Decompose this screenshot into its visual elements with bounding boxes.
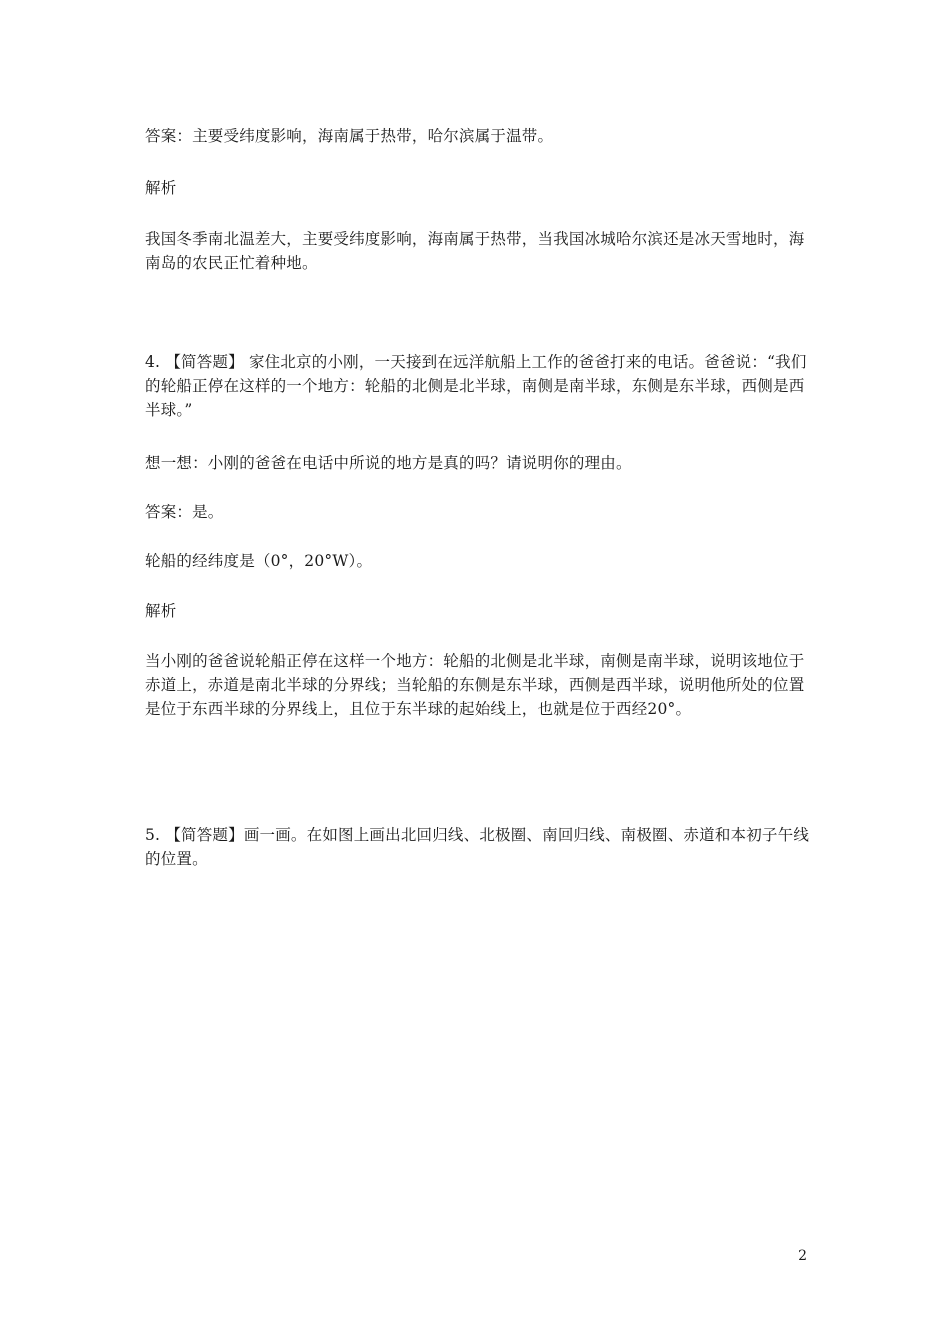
page-number: 2 bbox=[798, 1248, 807, 1264]
answer-paragraph-q4: 答案：是。 bbox=[145, 503, 224, 521]
analysis-paragraph-q4: 当小刚的爸爸说轮船正停在这样一个地方：轮船的北侧是北半球，南侧是南半球，说明该地位于赤道上，赤道是南北半球的分界线；当轮船的东侧是东半球，西侧是西半球，说明他所处的位置是位于东西半球的分界线上，且位于东半球的起始线上，也就是位于西经20°。 bbox=[145, 652, 805, 718]
analysis-heading-q4: 解析 bbox=[145, 602, 177, 620]
question-5-paragraph: 5. 【简答题】画一画。在如图上画出北回归线、北极圈、南回归线、南极圈、赤道和本初子午线的位置。 bbox=[145, 826, 810, 868]
question-4-paragraph: 4. 【简答题】 家住北京的小刚，一天接到在远洋航船上工作的爸爸打来的电话。爸爸说：“我们的轮船正停在这样的一个地方：轮船的北侧是北半球，南侧是南半球，东侧是东半球，西侧是西半球。” bbox=[145, 353, 807, 419]
analysis-paragraph-q3: 我国冬季南北温差大，主要受纬度影响，海南属于热带，当我国冰城哈尔滨还是冰天雪地时，海南岛的农民正忙着种地。 bbox=[145, 230, 805, 272]
answer-paragraph-q3: 答案：主要受纬度影响，海南属于热带，哈尔滨属于温带。 bbox=[145, 127, 554, 145]
coordinates-paragraph-q4: 轮船的经纬度是（0°，20°W）。 bbox=[145, 552, 373, 570]
question-4-prompt: 想一想：小刚的爸爸在电话中所说的地方是真的吗？请说明你的理由。 bbox=[145, 454, 632, 472]
analysis-heading-q3: 解析 bbox=[145, 179, 177, 197]
